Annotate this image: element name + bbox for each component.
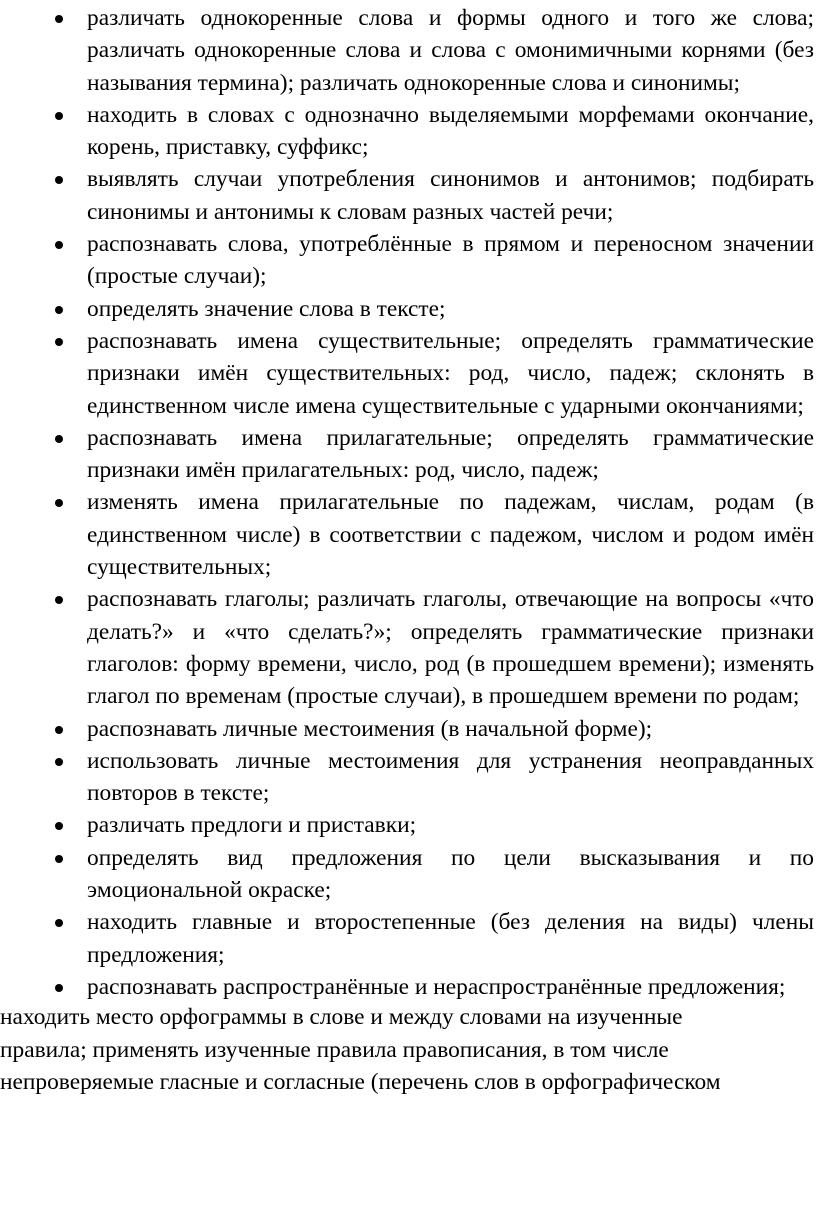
- list-item: [0, 422, 816, 487]
- list-item: [0, 486, 816, 583]
- list-item-text: находить в словах с однозначно выделяемыми морфемами окончание, корень, приставку, суффикс;: [87, 101, 814, 161]
- bullet-icon: [55, 241, 63, 249]
- paragraph-line: непроверяемые гласные и согласные (перечень слов в орфографическом: [0, 1068, 721, 1095]
- bullet-icon: [55, 855, 63, 863]
- bullet-icon: [55, 112, 63, 120]
- bullet-icon: [55, 984, 63, 992]
- list-item: [0, 809, 816, 841]
- bullet-icon: [55, 176, 63, 184]
- bullet-icon: [55, 306, 63, 314]
- list-item-text: использовать личные местоимения для устранения неоправданных повторов в тексте;: [87, 747, 814, 807]
- list-item: [0, 745, 816, 810]
- list-item-text: распознавать глаголы; различать глаголы, отвечающие на вопросы «что делать?» и «что сделать?»; определять грамматические признаки глаголов: форму времени, число, род (в прошедшем времени); изменять глагол по временам (простые случаи), в прошедшем времени по родам;: [87, 586, 814, 710]
- list-item-text: находить главные и второстепенные (без деления на виды) члены предложения;: [87, 909, 814, 968]
- list-item: [0, 2, 816, 99]
- list-item-text: распознавать имена существительные; определять грамматические признаки имён существительных: род, число, падеж; склонять в единственном числе имена существительные с ударными окончаниями;: [87, 327, 814, 419]
- list-item-text: определять вид предложения по цели высказывания и по эмоциональной окраске;: [87, 844, 814, 904]
- list-item: [0, 842, 816, 907]
- list-item-text: распознавать слова, употреблённые в прямом и переносном значении (простые случаи);: [87, 231, 814, 290]
- paragraph-line: правила; применять изученные правила правописания, в том числе: [0, 1036, 669, 1063]
- list-item-text: распознавать распространённые и нераспространённые предложения;: [87, 973, 786, 1000]
- bullet-icon: [55, 435, 63, 443]
- list-item: [0, 971, 816, 1003]
- bullet-icon: [55, 822, 63, 830]
- bullet-list: [0, 2, 816, 1003]
- list-item: [0, 99, 816, 164]
- list-item: [0, 583, 816, 712]
- trailing-paragraph: [0, 1001, 816, 1098]
- bullet-icon: [55, 919, 63, 927]
- list-item: [0, 325, 816, 422]
- list-item-text: определять значение слова в тексте;: [87, 295, 446, 322]
- bullet-icon: [55, 499, 63, 507]
- list-item: [0, 293, 816, 325]
- list-item: [0, 228, 816, 293]
- bullet-icon: [55, 726, 63, 734]
- list-item-text: выявлять случаи употребления синонимов и антонимов; подбирать синонимы и антонимы к словам разных частей речи;: [87, 166, 814, 225]
- list-item-text: распознавать имена прилагательные; определять грамматические признаки имён прилагательных: род, число, падеж;: [87, 424, 814, 484]
- bullet-icon: [55, 596, 63, 604]
- bullet-icon: [55, 15, 63, 23]
- list-item-text: различать однокоренные слова и формы одного и того же слова; различать однокоренные слова и слова с омонимичными корнями (без называния термина); различать однокоренные слова и синонимы;: [87, 5, 814, 96]
- list-item-text: распознавать личные местоимения (в начальной форме);: [87, 715, 653, 742]
- list-item-text: изменять имена прилагательные по падежам, числам, родам (в единственном числе) в соответствии с падежом, числом и родом имён существительных;: [87, 489, 814, 581]
- list-item: [0, 713, 816, 745]
- bullet-icon: [55, 338, 63, 346]
- list-item: [0, 163, 816, 228]
- bullet-icon: [55, 758, 63, 766]
- list-item-text: различать предлоги и приставки;: [87, 812, 417, 839]
- paragraph-line: находить место орфограммы в слове и между словами на изученные: [0, 1004, 683, 1031]
- list-item: [0, 906, 816, 971]
